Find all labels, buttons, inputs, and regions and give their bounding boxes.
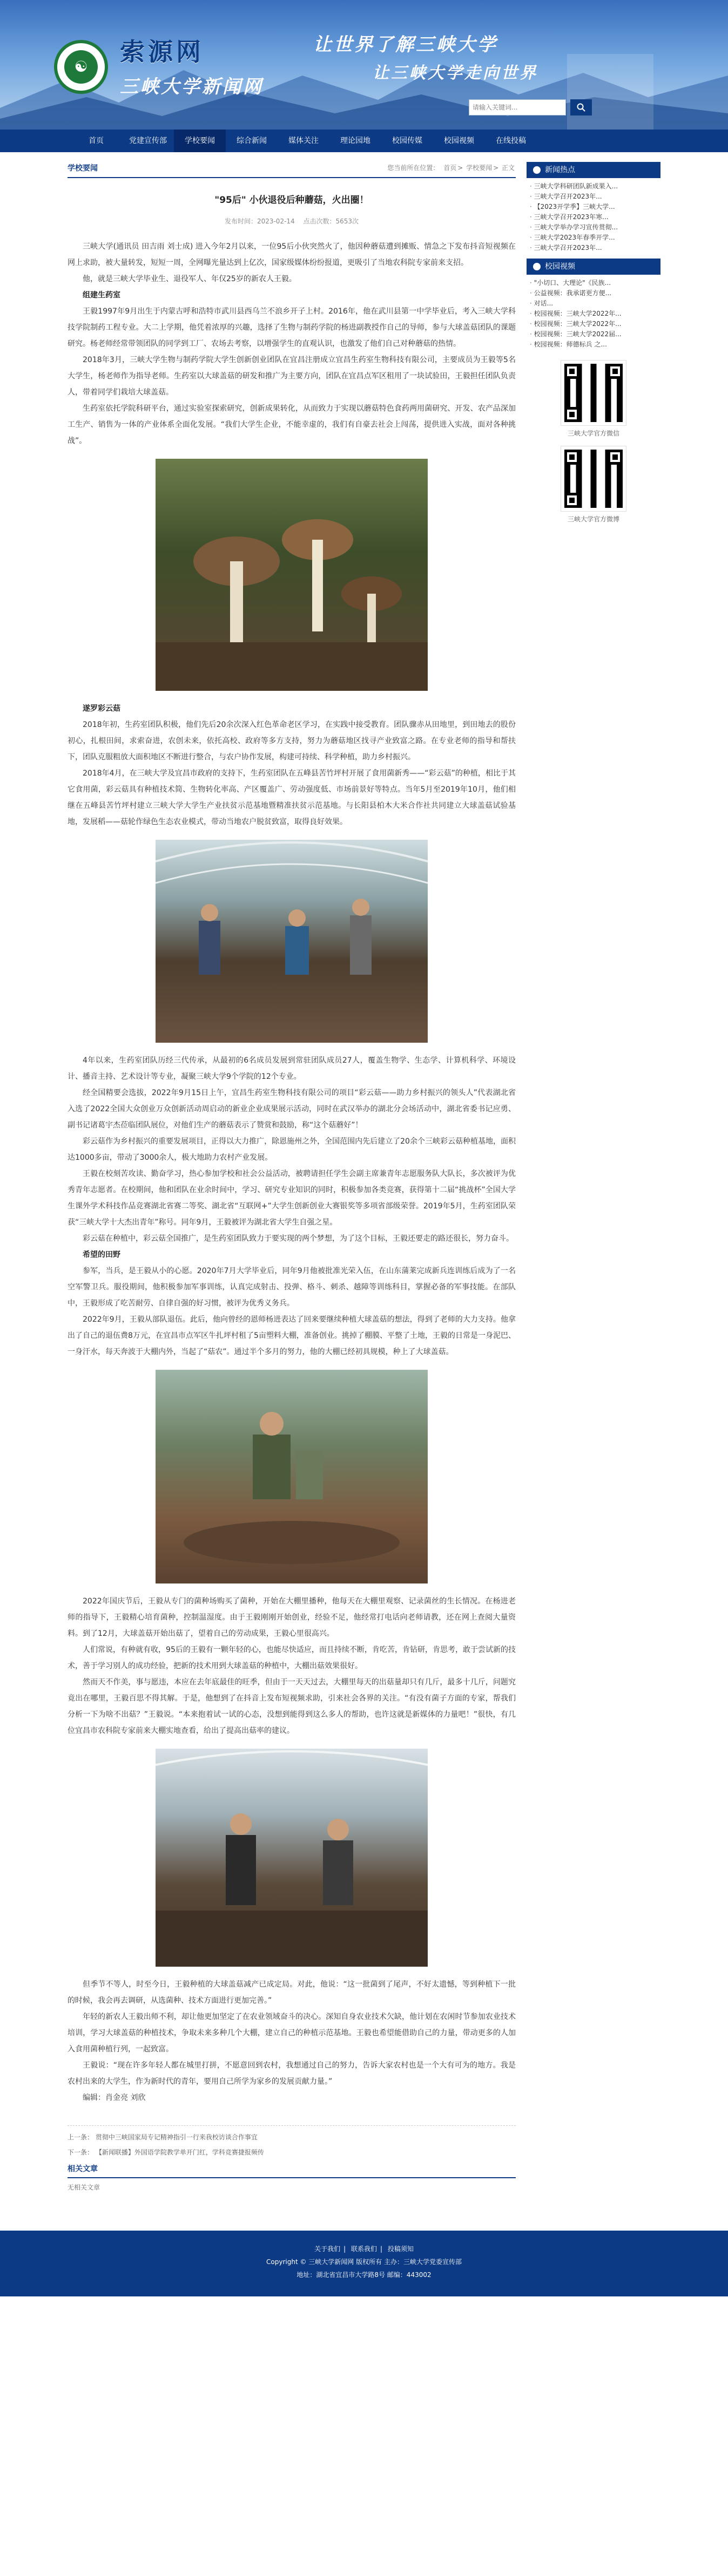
hot-news-item[interactable]: · 三峡大学召开2023年... <box>530 243 657 253</box>
breadcrumb-prefix: 您当前所在位置： <box>387 164 440 172</box>
interview-illustration <box>156 1749 428 1967</box>
hot-news-icon <box>533 166 541 174</box>
site-name: 索源网 <box>120 37 204 66</box>
article-editor: 编辑：肖金亮 刘欣 <box>83 2094 146 2103</box>
publish-time: 发布时间：2023-02-14 <box>224 218 295 226</box>
search-input[interactable] <box>469 99 566 115</box>
related-empty: 无相关文章 <box>68 2184 100 2192</box>
hot-news-item[interactable]: · 三峡大学举办学习宣传贯彻... <box>530 222 657 233</box>
video-header <box>527 259 660 275</box>
article-paragraph: 彩云菇作为乡村振兴的重要发展项目，正得以大力推广，除恩施州之外，全国范围内先后建立了20余个三峡彩云菇种植基地，面积达1000多亩，带动了3000余人，极大地助力农村产业发展。 <box>68 1137 516 1163</box>
prev-article-link[interactable]: 贯彻中三峡国家局专记精神指引一行来我校访谈合作事宜 <box>95 2133 258 2142</box>
weibo-qr-caption: 三峡大学官方微博 <box>567 515 619 524</box>
video-item[interactable]: · 校园视频：三峡大学2022届... <box>530 329 657 339</box>
footer-about-link[interactable]: 关于我们 <box>314 2245 341 2253</box>
hot-news-title: 新闻热点 <box>545 166 575 174</box>
article-paragraph: 经全国精要会选拔，2022年9月15日上午，宜昌生药室生物科技有限公司的项目“彩云菇——助力乡村振兴的领头人”代表湖北省入选了2022全国大众创业万众创新活动周启动的新业企业成果展示活动，同时在武汉举办的湖北分会场活动中，湖北省委书记应勇、副书记诸葛宇杰莅临团队展位，对他们生产的蘑菇表示了赞赏和鼓励，称“这个菇蘑好”！ <box>68 1089 516 1130</box>
nav-school-news[interactable]: 学校要闻 <box>174 130 226 152</box>
nav-campus-media[interactable]: 校园传媒 <box>392 137 422 145</box>
breadcrumb: 您当前所在位置： 首页 > 学校要闻 > 正文 <box>387 164 515 172</box>
video-item[interactable]: · 公益视频：我承诺更方便... <box>530 288 657 298</box>
wechat-qr-caption: 三峡大学官方微信 <box>567 430 619 437</box>
hot-news-item[interactable]: · 三峡大学召开2023年... <box>530 192 657 202</box>
video-item[interactable]: · 对话... <box>530 298 657 309</box>
emblem-core-icon: ☯ <box>64 50 98 84</box>
hot-news-item[interactable]: · 三峡大学2023年春季开学... <box>530 233 657 243</box>
main-nav <box>0 130 728 152</box>
hot-news-item[interactable]: · 【2023开学季】三峡大学... <box>530 202 657 212</box>
footer-address: 地址：湖北省宜昌市大学路8号 邮编：443002 <box>296 2271 432 2279</box>
article-column <box>68 162 516 2214</box>
article-paragraph: 2022年国庆节后，王毅从专门的菌种场购买了菌种，开始在大棚里播种，他每天在大棚里观察、记录菌丝的生长情况。在杨进老师的指导下，王毅精心培育菌种，控制温湿度。由于王毅刚刚开始创业，经验不足，他经常打电话向老师请教，还在网上查阅大量资料。到了12月，大球盖菇开始出菇了，望着自己的劳动成果，王毅心里很高兴。 <box>68 1597 516 1639</box>
breadcrumb-section[interactable]: 学校要闻 <box>466 164 493 172</box>
greenhouse-work-photo <box>156 840 428 1043</box>
weibo-qr-block <box>527 446 660 525</box>
wechat-qr-code <box>561 361 626 425</box>
article-paragraph: 人们常说，有种就有收，95后的王毅有一颗年轻的心，也能尽快适应，而且持续不断，肯吃苦，肯钻研，肯思考，敢于尝试新的技术，善于学习别人的成功经验，把新的技术用到大球盖菇的种植中，大棚出菇效果很好。 <box>68 1646 516 1671</box>
article-title: "95后" 小伙退役后种蘑菇，火出圈！ <box>214 195 369 206</box>
search-icon <box>577 103 585 112</box>
section-heading: 遂罗彩云菇 <box>83 704 120 713</box>
greenhouse-interview-photo <box>156 1749 428 1967</box>
video-item[interactable]: · "小切口、大理论"《民族... <box>530 278 657 288</box>
video-list <box>527 275 660 355</box>
related-title: 相关文章 <box>68 2164 98 2173</box>
video-item[interactable]: · 校园视频：三峡大学2022年... <box>530 309 657 319</box>
section-heading: 希望的田野 <box>83 1250 120 1260</box>
nav-theory[interactable]: 理论园地 <box>340 137 370 145</box>
slogan-line-2: 让三峡大学走向世界 <box>373 64 538 83</box>
nav-submit-online[interactable]: 在线投稿 <box>496 137 526 145</box>
next-label: 下一条： <box>68 2148 94 2156</box>
header-search <box>469 99 592 115</box>
breadcrumb-bar <box>68 162 516 178</box>
article-paragraph: 然而天不作美，事与愿违，本应在去年底最佳的旺季，但由于一天天过去，大棚里每天的出菇量却只有几斤，最多十几斤，问题究竟出在哪里，王毅百思不得其解。于是，他想到了在抖音上发布短视频求助，引来社会各界的关注。“有没有菌子方面的专家，帮我们分析一下为啥不出菇？”王毅说。“本来抱着试一试的心态，没想到能得到这么多人的帮助，也许这就是新媒体的力量吧！”很快，有几位宜昌市农科院专家前来大棚实地查看，给出了提高出菇率的建议。 <box>68 1678 516 1736</box>
article-paragraph: 参军，当兵，是王毅从小的心愿。2020年7月大学毕业后，同年9月他被批准光荣入伍，在山东蒲莱完成新兵连训练后成为了一名空军警卫兵。服役期间，他积极参加军事训练，认真完成射击、投弹、格斗、刺杀、越障等训练科目，掌握必备的军事技能。在部队中，王毅形成了吃苦耐劳、自律自强的好习惯，被评为优秀义务兵。 <box>68 1267 516 1308</box>
nav-campus-video[interactable]: 校园视频 <box>444 137 474 145</box>
hot-news-list <box>527 178 660 259</box>
article-paragraph: 4年以来，生药室团队历经三代传承，从最初的6名成员发展到常驻团队成员27人，覆盖生物学、生态学、计算机科学、环境设计、播音主持、艺术设计等专业，凝聚三峡大学9个学院的12个专业。 <box>68 1056 516 1082</box>
nav-home[interactable]: 首页 <box>89 137 104 145</box>
site-header <box>0 0 728 130</box>
sidebar <box>527 162 660 2214</box>
related-header <box>68 2163 516 2178</box>
next-article-link[interactable]: 【新闻联播】外国语学院教学单开门红，学科竞赛捷报频传 <box>95 2148 264 2156</box>
article-paragraph: 他，就是三峡大学毕业生、退役军人、年仅25岁的新农人王毅。 <box>83 275 296 284</box>
article-paragraph: 彩云菇在种植中，彩云菇全国推广，是生药室团队致力于要实现的两个梦想，为了这个目标，王毅还要走的路还很长，努力奋斗。 <box>83 1234 514 1243</box>
prev-article <box>68 2132 516 2143</box>
article-paragraph: 2022年9月，王毅从部队退伍。此后，他向曾经的恩师杨进表达了回来要继续种植大球盖菇的想法，得到了老师的大力支持。他拿出了自己的退伍费8万元，在宜昌市点军区牛扎坪村租了5亩塑料大棚，准备创业。挑掉了棚膜、平整了土地，王毅的日常是一身泥巴、一身汗水，每天奔波于大棚内外，当起了“菇农”。通过半个多月的努力，他的大棚已经初具规模，种上了大球盖菇。 <box>68 1315 516 1357</box>
prev-next-links <box>68 2125 516 2157</box>
video-title: 校园视频 <box>545 262 575 271</box>
wechat-qr-block <box>527 361 660 439</box>
breadcrumb-current: 正文 <box>501 164 515 172</box>
field-illustration <box>156 1370 428 1583</box>
nav-party-publicity[interactable]: 党建宣传部 <box>129 137 167 145</box>
mushroom-illustration <box>156 459 428 691</box>
video-icon <box>533 263 541 270</box>
article-paragraph: 生药室依托学院科研平台，通过实验室探索研究，创新成果转化，从而致力于实现以蘑菇特色食药两用菌研究、开发、农产品深加工生产、销售为一体的产业体系全面化发展。“我们大学生企业，不能幸虚的，我们有自豪去社会上闯荡，提供进入实战，面对各种挑战”。 <box>68 404 516 446</box>
footer-submit-link[interactable]: 投稿须知 <box>387 2245 414 2253</box>
article-paragraph: 年轻的新农人王毅出师不利，却让他更加坚定了在农业领域奋斗的决心。深知自身农业技术欠缺，他计划在农闲时节参加农业技术培训，学习大球盖菇的种植技术，争取未来多种几个大棚，建立自己的种植示范基地。王毅也希望能借助自己的力量，带动更多的人加入食用菌种植行列，一起致富。 <box>68 2013 516 2054</box>
university-emblem <box>54 40 108 94</box>
hot-news-header <box>527 162 660 178</box>
footer-copyright: Copyright © 三峡大学新闻网 版权所有 主办：三峡大学党委宣传部 <box>266 2258 462 2266</box>
article-paragraph: 2018年4月，在三峡大学及宜昌市政府的支持下，生药室团队在五峰县苦竹坪村开展了食用菌新秀——“彩云菇”的种植，相比于其它食用菌，彩云菇具有种植技术简、生物转化率高、产区覆盖广、劳动强度低、市场前景好等特点。当年5月至2019年10月，他们相继在五峰县苦竹坪村建立三峡大学大学生产业扶贫示范基地暨精准扶贫示范基地。与长阳县柏木大米合作社共同建立大球盖菇试验基地，发展稻——菇轮作绿色生态农业模式，带动当地农户脱贫致富，取得良好效果。 <box>68 769 516 827</box>
article-paragraph: 但季节不等人，时至今日，王毅种植的大球盖菇减产已成定局。对此，他说：“这一批菌到了尾声，不好太遗憾，等到种植下一批的时候，我会再去调研，从选菌种、技术方面进行更加完善。” <box>68 1980 516 2006</box>
weibo-qr-code <box>561 446 626 511</box>
video-item[interactable]: · 校园视频：三峡大学2022年... <box>530 319 657 329</box>
article-paragraph: 王毅在校刻苦攻读、勤奋学习，热心参加学校和社会公益活动，被聘请担任学生会副主席兼青年志愿服务队大队长，多次被评为优秀青年志愿者。在校期间，他和团队在业余时间中，学习、研究专业知识的同时，积极参加各类竞赛，获得第十二届“挑战杯”全国大学生课外学术科技作品竞赛湖北省赛二等奖、湖北省“互联网+”大学生创新创业大赛银奖等多项省部级荣誉。2019年5月，生药室团队荣获“三峡大学十大杰出青年”称号。同年9月，王毅被评为湖北省大学生自强之星。 <box>68 1170 516 1227</box>
video-item[interactable]: · 校园视频：师德标兵 之... <box>530 339 657 350</box>
footer-contact-link[interactable]: 联系我们 <box>350 2245 377 2253</box>
section-title: 学校要闻 <box>68 164 98 173</box>
field-inspection-photo <box>156 1370 428 1583</box>
search-button[interactable] <box>570 99 592 115</box>
slogan-line-1: 让世界了解三峡大学 <box>313 34 498 56</box>
next-article <box>68 2147 516 2158</box>
article-meta <box>68 216 516 227</box>
article-paragraph: 2018年3月，三峡大学生物与制药学院大学生创新创业团队在宜昌注册成立宜昌生药室生物科技有限公司，主要成员为王毅等5名大学生，杨老师作为指导老师。生药室以大球盖菇的研发和推广为主要方向，团队在宜昌点军区租用了一块试验田，王毅担任团队负责人，带着同学们栽培大球盖菇。 <box>68 356 516 397</box>
article-paragraph: 王毅说：“现在许多年轻人都在城里打拼，不愿意回到农村，我想通过自己的努力，告诉大家农村也是一个大有可为的地方。我是农村出来的大学生，作为新时代的青年，要用自己所学为家乡的发展贡献力量。” <box>68 2061 516 2086</box>
article-paragraph: 王毅1997年9月出生于内蒙古呼和浩特市武川县西乌兰不浪乡开子上村。2016年，他在武川县第一中学毕业后，考入三峡大学科技学院制药工程专业。大二上学期，他凭着浓厚的兴趣，选择了生物与制药学院的杨进副教授作自己的导师，参与大球盖菇团队的课题研究。杨老师经常带领团队的同学到工厂、农场去考察，以增强学生的直观认识，也激发了他们自己对种蘑菇的热情。 <box>68 307 516 349</box>
main-area <box>68 162 660 2214</box>
section-heading: 组建生药室 <box>83 291 120 300</box>
footer-links: 关于我们 | 联系我们 | 投稿须知 <box>314 2245 414 2253</box>
mushroom-photo <box>156 459 428 691</box>
view-count: 点击次数：5653次 <box>303 218 359 226</box>
site-footer <box>0 2231 728 2296</box>
site-logo[interactable] <box>54 32 264 101</box>
hot-news-item[interactable]: · 三峡大学召开2023年寒... <box>530 212 657 222</box>
article-body <box>68 239 516 2106</box>
prev-label: 上一条： <box>68 2133 94 2142</box>
article-paragraph: 三峡大学(通讯员 田吉雨 刘士成) 进入今年2月以来，一位95后小伙突然火了，他因种蘑菇遭到摊贩、情急之下发布抖音短视频在网上求助，被大量转发，短短一周，全网曝光量达到上亿次，国家级媒体纷纷报道，更吸引了当地农科院专家前来支招。 <box>68 242 516 268</box>
greenhouse-illustration <box>156 840 428 1043</box>
article-paragraph: 2018年初，生药室团队积极，他们先后20余次深入红色革命老区学习，在实践中接受教育。团队骤赤从田地里，到田地去的股份初心，扎根田间，求索奋进，农创未来，依托高校、政府等多方支持，努力为蘑菇地区找寻产业致富之路。在专业老师的指导和帮扶下，团队克服粗放大面积地区不断进行整合，与农户协作发展，构建可持续、科学种植，助力乡村振兴。 <box>68 721 516 762</box>
site-subname: 三峡大学新闻网 <box>120 76 264 98</box>
breadcrumb-home[interactable]: 首页 <box>443 164 457 172</box>
nav-general-news[interactable]: 综合新闻 <box>237 137 267 145</box>
hot-news-item[interactable]: · 三峡大学科研团队新成果入... <box>530 181 657 192</box>
nav-media-focus[interactable]: 媒体关注 <box>288 137 319 145</box>
